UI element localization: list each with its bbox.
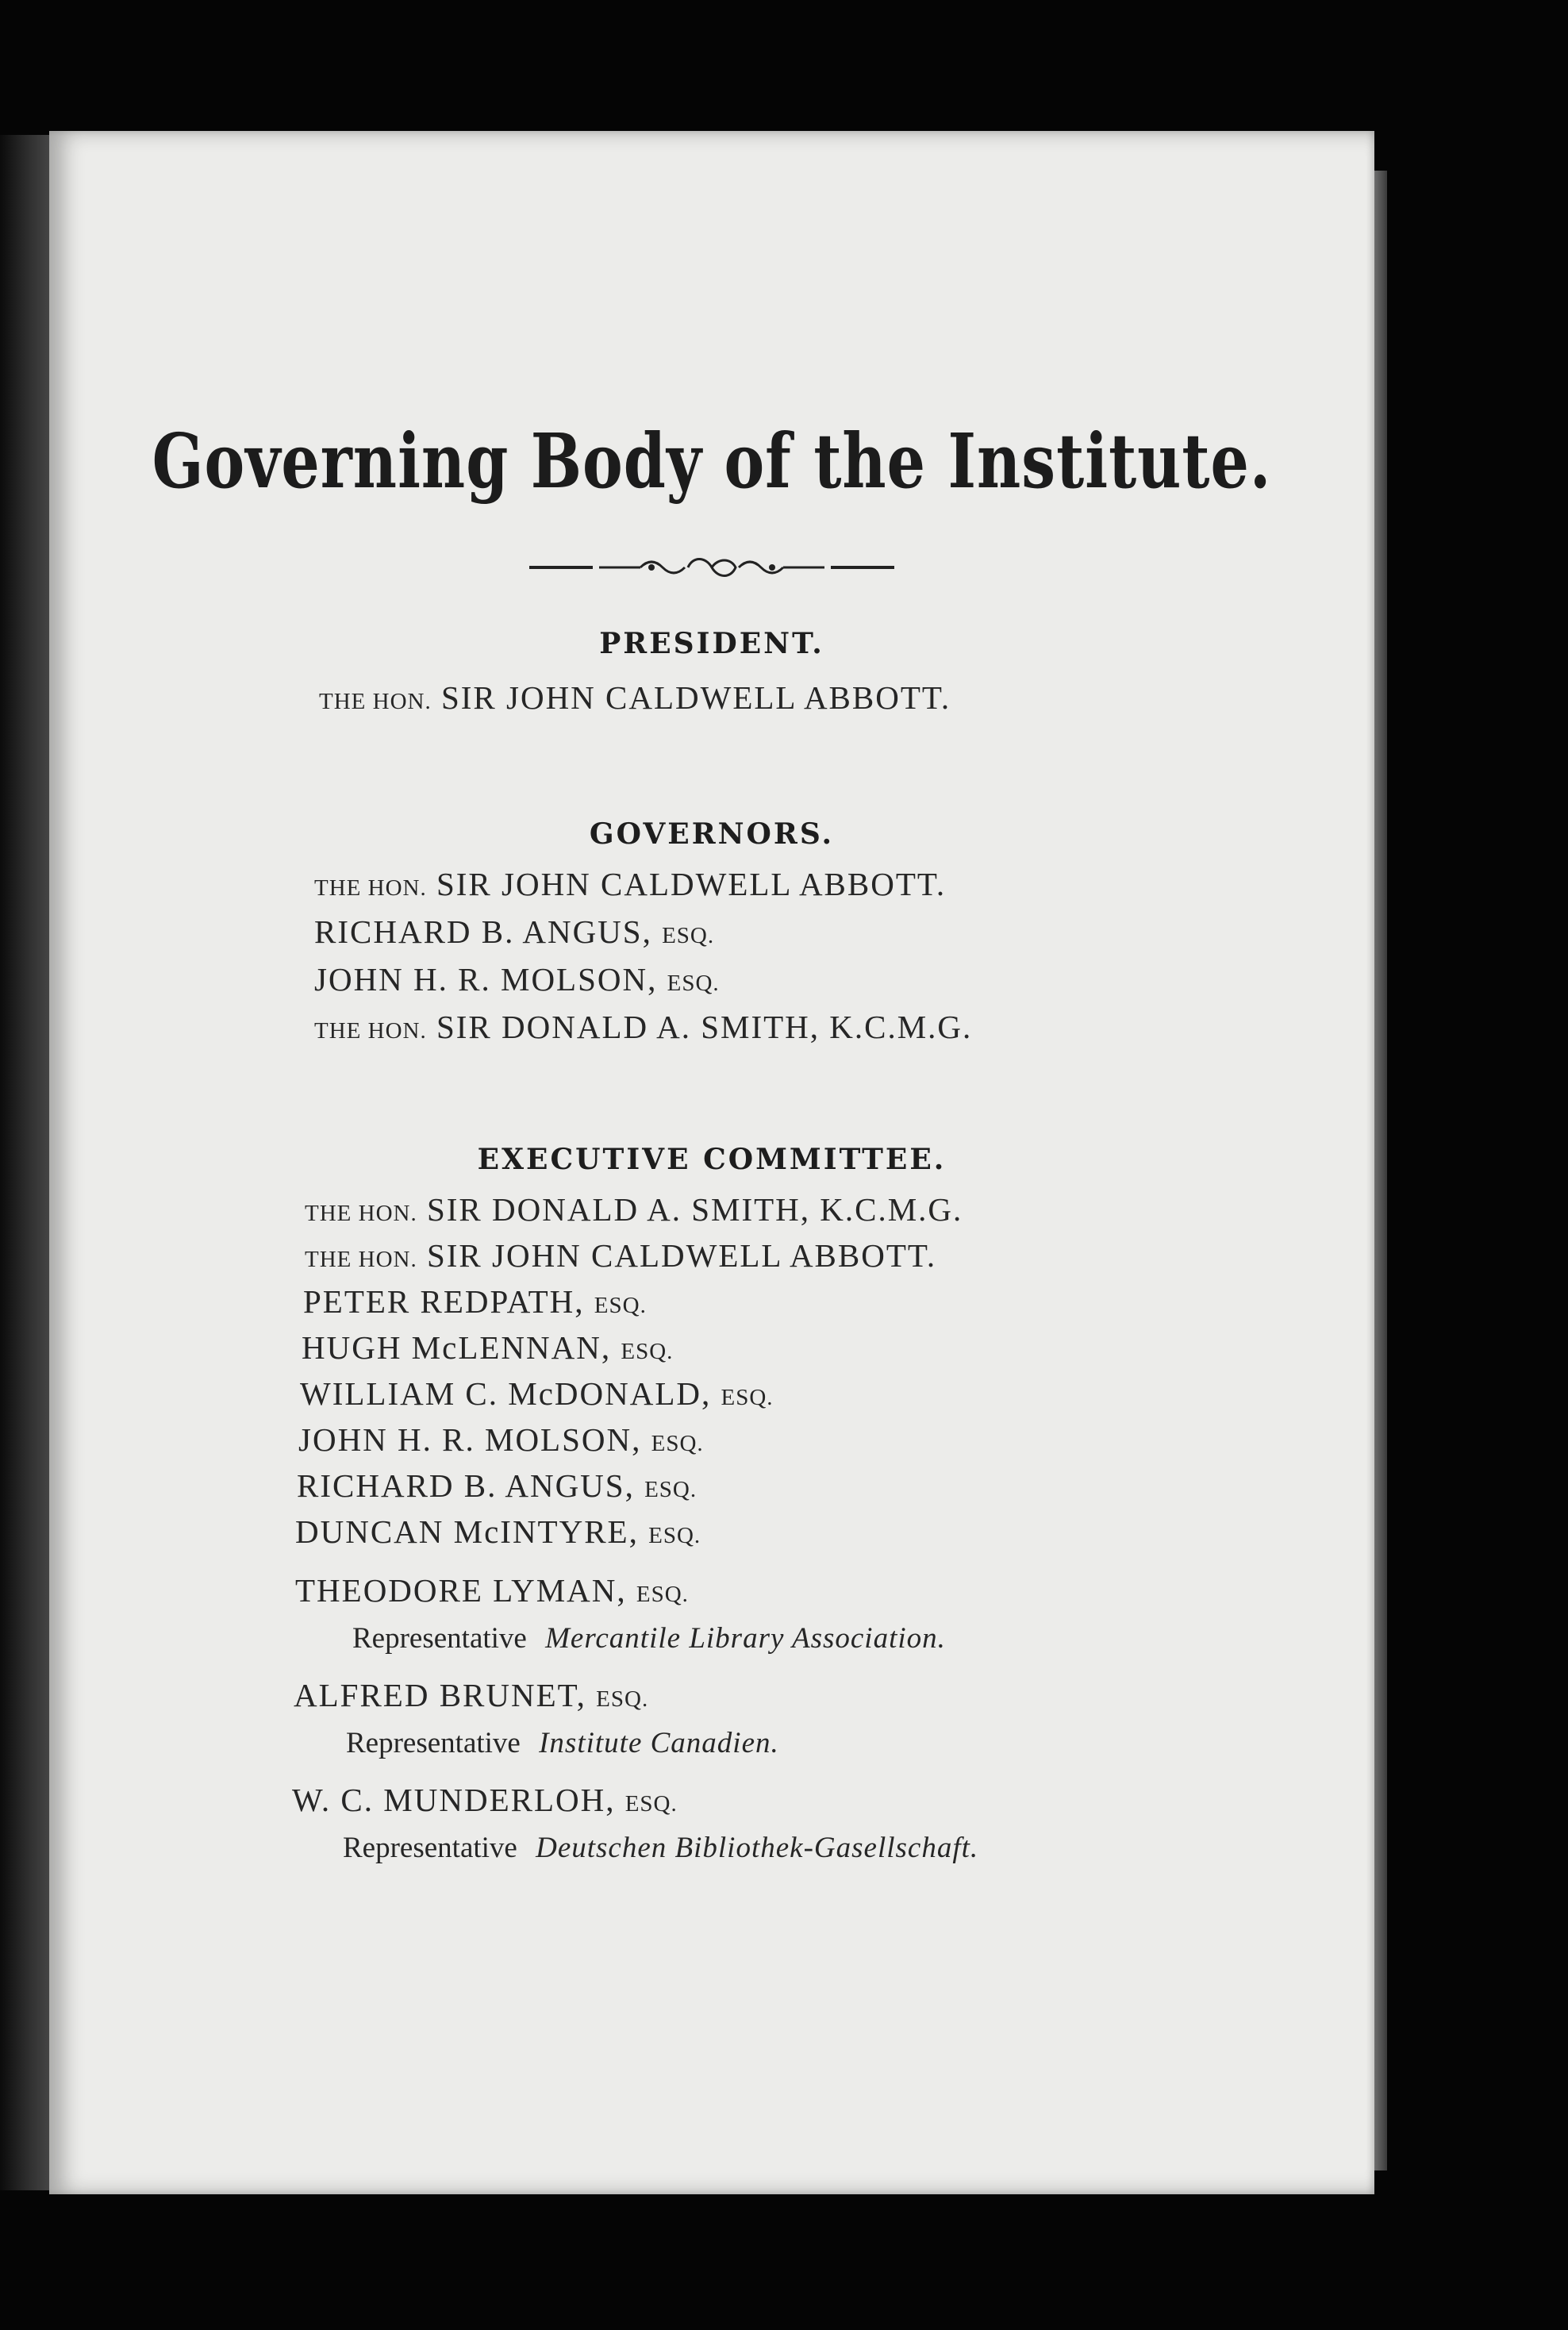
member-suffix: ESQ. <box>648 1523 701 1548</box>
member-suffix: ESQ. <box>644 1477 698 1502</box>
representative-line <box>352 1621 946 1655</box>
member-entry <box>314 1008 972 1046</box>
represented-organization: Deutschen Bibliothek-Gasellschaft. <box>536 1832 979 1864</box>
member-name: HUGH McLENNAN, <box>302 1329 612 1366</box>
document-page <box>49 131 1374 2194</box>
member-suffix: ESQ. <box>636 1582 689 1607</box>
representative-label: Representative <box>343 1832 517 1864</box>
representative-line <box>343 1831 978 1865</box>
member-name: WILLIAM C. McDONALD, <box>300 1375 712 1412</box>
member-entry <box>295 1571 689 1609</box>
member-name: W. C. MUNDERLOH, <box>292 1782 616 1818</box>
member-name: JOHN H. R. MOLSON, <box>298 1421 642 1458</box>
representative-label: Representative <box>346 1727 521 1759</box>
member-entry <box>298 1421 704 1459</box>
representative-label: Representative <box>352 1622 527 1655</box>
member-name: RICHARD B. ANGUS, <box>297 1467 635 1504</box>
representative-line <box>346 1726 779 1760</box>
page-title: Governing Body of the Institute. <box>152 417 1272 506</box>
member-entry <box>300 1375 774 1413</box>
member-suffix: ESQ. <box>596 1686 649 1712</box>
represented-organization: Institute Canadien. <box>539 1727 779 1759</box>
member-entry <box>292 1781 678 1819</box>
member-entry <box>305 1190 963 1228</box>
member-suffix: ESQ. <box>594 1293 647 1318</box>
member-entry <box>314 865 946 903</box>
member-entry <box>295 1513 701 1551</box>
member-name: SIR JOHN CALDWELL ABBOTT. <box>440 679 951 716</box>
member-entry <box>305 1236 936 1275</box>
section-heading-executive-committee: EXECUTIVE COMMITTEE. <box>477 1143 947 1176</box>
member-name: RICHARD B. ANGUS, <box>314 913 652 950</box>
member-suffix: ESQ. <box>621 1339 674 1364</box>
member-name: PETER REDPATH, <box>303 1283 585 1320</box>
member-entry <box>302 1328 673 1367</box>
member-entry <box>314 913 714 951</box>
honorific: THE HON. <box>305 1201 417 1226</box>
member-name: THEODORE LYMAN, <box>295 1572 627 1609</box>
member-suffix: ESQ. <box>651 1431 704 1456</box>
member-entry <box>319 679 951 717</box>
member-suffix: ESQ. <box>662 923 715 948</box>
member-entry <box>294 1676 648 1714</box>
member-entry <box>303 1282 647 1321</box>
section-heading-governors: GOVERNORS. <box>589 817 835 851</box>
member-suffix: ESQ. <box>721 1385 774 1410</box>
member-name: DUNCAN McINTYRE, <box>295 1513 639 1550</box>
member-suffix: ESQ. <box>667 971 720 996</box>
honorific: THE HON. <box>314 875 427 901</box>
member-name: SIR JOHN CALDWELL ABBOTT. <box>436 866 947 902</box>
flourish-ornament-icon <box>529 544 894 591</box>
ornament-divider <box>49 544 1374 607</box>
member-name: SIR JOHN CALDWELL ABBOTT. <box>426 1237 937 1274</box>
member-name: SIR DONALD A. SMITH, K.C.M.G. <box>436 1009 973 1045</box>
section-heading-president: PRESIDENT. <box>599 627 824 660</box>
member-name: SIR DONALD A. SMITH, K.C.M.G. <box>426 1191 963 1228</box>
member-entry <box>314 960 720 998</box>
book-binding-edge <box>0 135 51 2190</box>
honorific: THE HON. <box>319 689 432 714</box>
member-name: ALFRED BRUNET, <box>294 1677 586 1713</box>
member-suffix: ESQ. <box>625 1791 678 1817</box>
honorific: THE HON. <box>314 1018 427 1044</box>
member-name: JOHN H. R. MOLSON, <box>314 961 658 998</box>
member-entry <box>297 1467 697 1505</box>
honorific: THE HON. <box>305 1247 417 1272</box>
represented-organization: Mercantile Library Association. <box>545 1622 946 1655</box>
